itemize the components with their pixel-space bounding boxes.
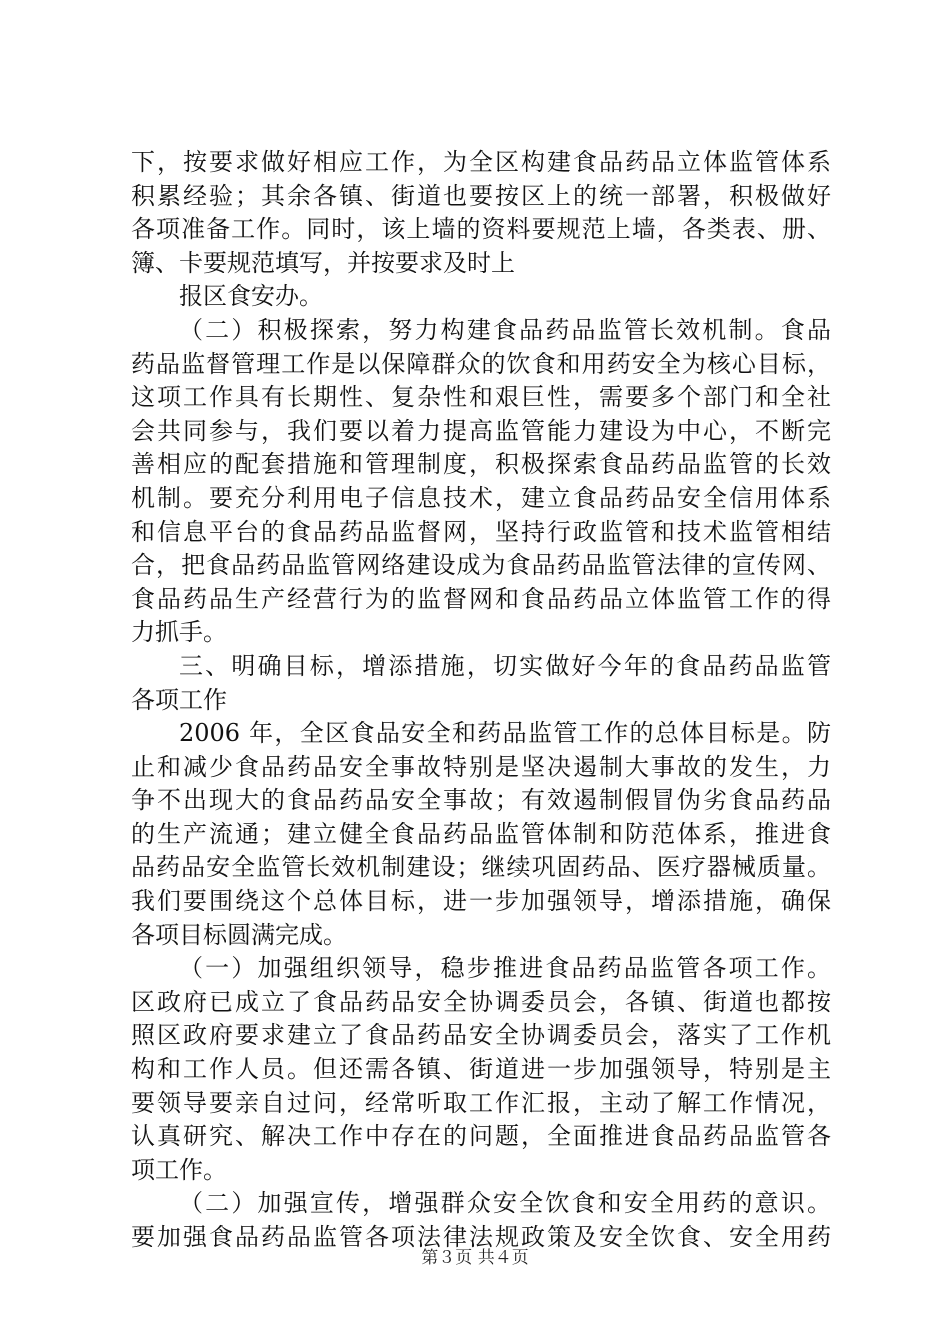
text-line: （二）积极探索，努力构建食品药品监管长效机制。食品 xyxy=(179,315,831,344)
text-line: 要加强食品药品监管各项法律法规政策及安全饮食、安全用药 xyxy=(131,1223,831,1251)
text-line: 下，按要求做好相应工作，为全区构建食品药品立体监管体系 xyxy=(131,148,831,176)
text-line: 品药品安全监管长效机制建设；继续巩固药品、医疗器械质量。 xyxy=(131,853,831,882)
text-line: 合，把食品药品监管网络建设成为食品药品监管法律的宣传网、 xyxy=(131,551,831,580)
text-line: 这项工作具有长期性、复杂性和艰巨性，需要多个部门和全社 xyxy=(131,383,831,412)
text-line: 三、明确目标，增添措施，切实做好今年的食品药品监管 xyxy=(179,651,831,680)
text-line: 和信息平台的食品药品监督网，坚持行政监管和技术监管相结 xyxy=(131,517,831,546)
text-line: 积累经验；其余各镇、街道也要按区上的统一部署，积极做好 xyxy=(131,181,831,210)
text-line: 药品监督管理工作是以保障群众的饮食和用药安全为核心目标， xyxy=(131,349,831,378)
text-line: 力抓手。 xyxy=(131,618,227,647)
text-line: 机制。要充分利用电子信息技术，建立食品药品安全信用体系 xyxy=(131,483,831,512)
text-line: 争不出现大的食品药品安全事故；有效遏制假冒伪劣食品药品 xyxy=(131,786,831,815)
text-line: 食品药品生产经营行为的监督网和食品药品立体监管工作的得 xyxy=(131,584,831,613)
text-line: 善相应的配套措施和管理制度，积极探索食品药品监管的长效 xyxy=(131,450,831,479)
text-line: （二）加强宣传，增强群众安全饮食和安全用药的意识。 xyxy=(179,1189,831,1218)
text-line: 2006 年，全区食品安全和药品监管工作的总体目标是。防 xyxy=(179,719,831,748)
text-line: 各项工作 xyxy=(131,685,227,714)
text-line: 各项目标圆满完成。 xyxy=(131,920,347,949)
text-line: 止和减少食品药品安全事故特别是坚决遏制大事故的发生，力 xyxy=(131,752,831,781)
text-line: 构和工作人员。但还需各镇、街道进一步加强领导，特别是主 xyxy=(131,1055,831,1084)
text-line: 会共同参与，我们要以着力提高监管能力建设为中心，不断完 xyxy=(131,416,831,445)
text-line: 项工作。 xyxy=(131,1155,227,1184)
text-line: 各项准备工作。同时，该上墙的资料要规范上墙，各类表、册、 xyxy=(131,215,831,244)
text-line: 要领导要亲自过问，经常听取工作汇报，主动了解工作情况， xyxy=(131,1088,831,1117)
document-body xyxy=(131,146,831,1255)
text-line: 报区食安办。 xyxy=(179,282,323,311)
text-line: 照区政府要求建立了食品药品安全协调委员会，落实了工作机 xyxy=(131,1021,831,1050)
text-line: 的生产流通；建立健全食品药品监管体制和防范体系，推进食 xyxy=(131,819,831,848)
text-line: 我们要围绕这个总体目标，进一步加强领导，增添措施，确保 xyxy=(131,887,831,916)
text-line: 簿、卡要规范填写，并按要求及时上 xyxy=(131,248,515,277)
page-footer: 第３页 共４页 xyxy=(421,1248,529,1268)
text-line: 认真研究、解决工作中存在的问题，全面推进食品药品监管各 xyxy=(131,1122,831,1151)
text-line: （一）加强组织领导，稳步推进食品药品监管各项工作。 xyxy=(179,954,831,983)
text-line: 区政府已成立了食品药品安全协调委员会，各镇、街道也都按 xyxy=(131,987,831,1016)
